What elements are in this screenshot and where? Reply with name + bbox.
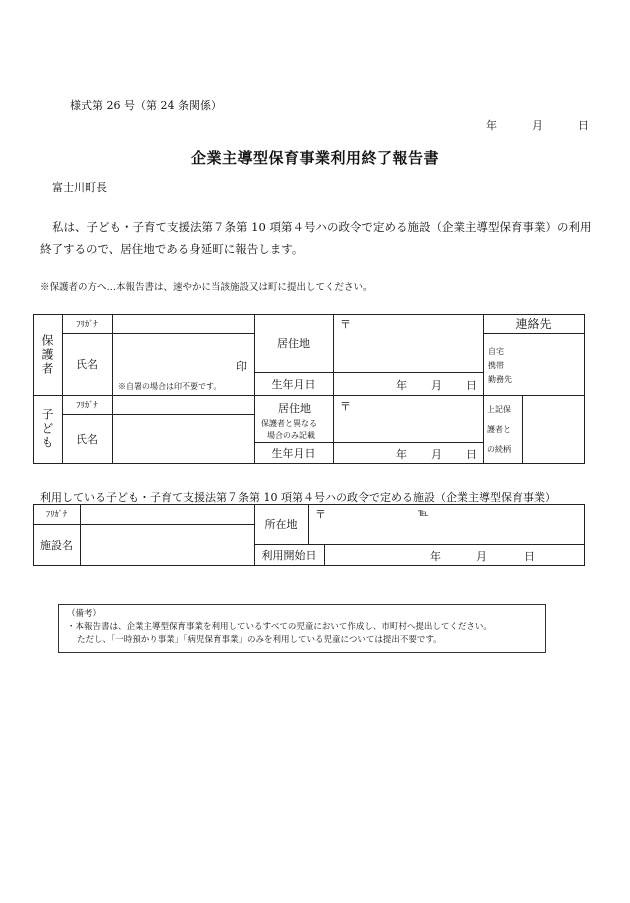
remarks-box [58, 604, 546, 653]
facility-start-label: 利用開始日 [261, 548, 317, 562]
facility-section-title: 利用している子ども・子育て支援法第７条第 10 項第４号ハの政令で定める施設（企業主導型保育事業） [40, 491, 556, 504]
child-residence-note-2: 場合のみ記載 [267, 431, 315, 440]
date-year-label: 年 [486, 119, 497, 132]
child-name-field[interactable] [113, 415, 254, 463]
form-number: 様式第 26 号（第 24 条関係） [70, 99, 222, 112]
facility-name-label: 施設名 [40, 538, 73, 552]
guardian-birth-year: 年 [396, 379, 407, 392]
document-title: 企業主導型保育事業利用終了報告書 [190, 149, 439, 167]
seal-note: ※自署の場合は印不要です。 [118, 382, 222, 391]
phone-icon: ℡ [418, 508, 429, 519]
child-residence-note-1: 保護者と異なる [261, 419, 317, 428]
child-furigana-label: ﾌﾘｶﾞﾅ [76, 400, 98, 411]
facility-start-field[interactable] [325, 545, 584, 565]
child-postal-mark: 〒 [340, 400, 351, 413]
contact-header: 連絡先 [515, 317, 552, 331]
guardian-residence-label: 居住地 [277, 337, 310, 350]
child-relation-2: 護者と [487, 425, 511, 434]
guardian-postal-mark: 〒 [340, 318, 351, 331]
facility-furigana-label: ﾌﾘｶﾞﾅ [45, 510, 68, 520]
facility-start-day: 日 [524, 550, 535, 563]
facility-location-label: 所在地 [264, 518, 298, 531]
guardian-birth-month: 月 [431, 379, 442, 392]
guardian-furigana-label: ﾌﾘｶﾞﾅ [76, 319, 98, 330]
contact-home-label: 自宅 [488, 347, 504, 356]
child-birth-day: 日 [466, 448, 477, 461]
child-birth-field[interactable] [334, 443, 483, 463]
facility-furigana-field[interactable] [81, 505, 254, 524]
facility-name-field[interactable] [81, 525, 254, 565]
child-section-label: 子ども [40, 408, 54, 450]
facility-location-field[interactable] [309, 505, 584, 544]
guardian-note: ※保護者の方へ…本報告書は、速やかに当該施設又は町に提出してください。 [40, 282, 373, 293]
child-furigana-field[interactable] [113, 396, 254, 414]
guardian-birth-day: 日 [466, 379, 477, 392]
child-birth-month: 月 [431, 448, 442, 461]
remarks-line-1: ・本報告書は、企業主導型保育事業を利用しているすべての児童において作成し、市町村へ提出してください。 [67, 622, 492, 632]
facility-start-year: 年 [430, 550, 441, 563]
child-residence-field[interactable] [334, 396, 483, 442]
child-relation-1: 上記保 [487, 405, 511, 414]
child-relation-field[interactable] [523, 396, 584, 463]
guardian-name-label: 氏名 [76, 358, 98, 371]
date-day-label: 日 [578, 119, 589, 132]
child-birth-label: 生年月日 [271, 446, 316, 460]
remarks-heading: （備考） [67, 609, 102, 619]
contact-mobile-label: 携帯 [488, 361, 504, 370]
remarks-line-2: ただし、「一時預かり事業」「病児保育事業」のみを利用している児童については提出不要です。 [77, 635, 442, 645]
child-residence-label: 居住地 [278, 402, 311, 415]
child-name-label: 氏名 [76, 432, 98, 446]
guardian-birth-field[interactable] [334, 373, 483, 395]
child-birth-year: 年 [396, 448, 407, 461]
guardian-section-label: 保護者 [40, 333, 54, 376]
date-month-label: 月 [532, 119, 543, 132]
facility-start-month: 月 [476, 550, 487, 563]
guardian-furigana-field[interactable] [113, 315, 254, 333]
guardian-birth-label: 生年月日 [271, 377, 316, 391]
addressee: 富士川町長 [52, 181, 107, 194]
contact-work-label: 勤務先 [488, 375, 512, 384]
child-relation-3: の続柄 [487, 445, 511, 454]
contact-field[interactable] [520, 334, 584, 395]
guardian-residence-field[interactable] [334, 315, 483, 372]
body-text: 私は、子ども・子育て支援法第７条第 10 項第４号ハの政令で定める施設（企業主導型保育事業）の利用終了するので、居住地である身延町に報告します。 [40, 220, 592, 256]
seal-mark: 印 [236, 360, 247, 373]
facility-postal-mark: 〒 [315, 508, 326, 521]
